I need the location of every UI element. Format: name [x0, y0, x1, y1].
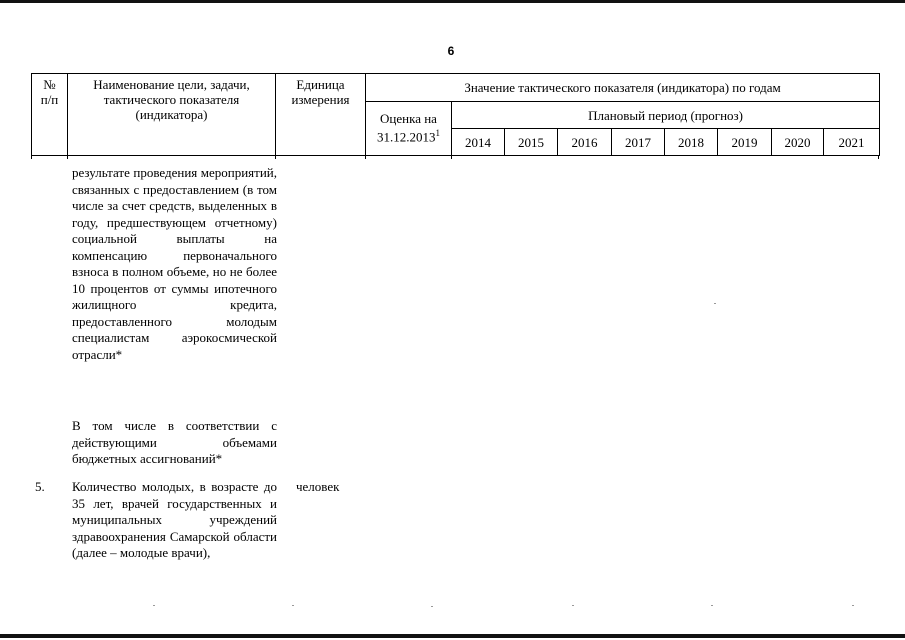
header-estimate-footnote: 1 [435, 128, 440, 138]
table-rule [365, 155, 366, 159]
scan-speck [431, 606, 433, 607]
header-year-2014: 2014 [452, 129, 505, 156]
indicator-table-header [31, 73, 880, 156]
page-number: 6 [447, 44, 455, 58]
scan-edge-bottom [0, 634, 905, 638]
header-number-line2: п/п [40, 92, 59, 107]
table-rule [451, 155, 452, 159]
row-number: 5. [35, 479, 45, 494]
scan-speck [714, 303, 716, 304]
table-rule [275, 155, 276, 159]
header-number-line1: № [43, 77, 56, 92]
header-year-2017: 2017 [612, 129, 665, 156]
header-cell-values: Значение тактического показателя (индикатора) по годам [366, 74, 880, 102]
scan-speck [711, 605, 713, 606]
indicator-name-continuation: результате проведения мероприятий, связанных с предоставлением (в том числе за счет средств, выделенных в году, предшествующем отчетному) социальной выплаты на компенсацию первоначального взноса в полном объеме, но не более 10 процентов от суммы ипотечного жилищного кредита, предоставленного молодым специалистам аэрокосмической отрасли* [72, 165, 277, 362]
header-year-2016: 2016 [558, 129, 612, 156]
indicator-name: Количество молодых, в возрасте до 35 лет, врачей государственных и муниципальных учреждений здравоохранения Самарской области (далее – молодые врачи), [72, 479, 277, 560]
indicator-unit: человек [296, 479, 340, 494]
table-rule [31, 155, 32, 159]
scan-speck [852, 605, 854, 606]
table-rule [67, 155, 68, 159]
header-cell-plan-period: Плановый период (прогноз) [452, 102, 880, 129]
header-estimate-label: Оценка на 31.12.2013 [377, 111, 437, 145]
header-cell-unit: Единица измерения [276, 74, 366, 156]
header-cell-estimate [366, 102, 452, 156]
table-rule [878, 155, 879, 159]
scan-speck [153, 605, 155, 606]
header-year-2021: 2021 [824, 129, 880, 156]
scan-speck [292, 605, 294, 606]
scan-speck [572, 605, 574, 606]
scan-edge-top [0, 0, 905, 3]
header-cell-name: Наименование цели, задачи, тактического показателя (индикатора) [68, 74, 276, 156]
indicator-note: В том числе в соответствии с действующими объемами бюджетных ассигнований* [72, 418, 277, 466]
header-year-2018: 2018 [665, 129, 718, 156]
header-year-2019: 2019 [718, 129, 772, 156]
header-cell-number [32, 74, 68, 156]
header-year-2020: 2020 [772, 129, 824, 156]
header-year-2015: 2015 [505, 129, 558, 156]
